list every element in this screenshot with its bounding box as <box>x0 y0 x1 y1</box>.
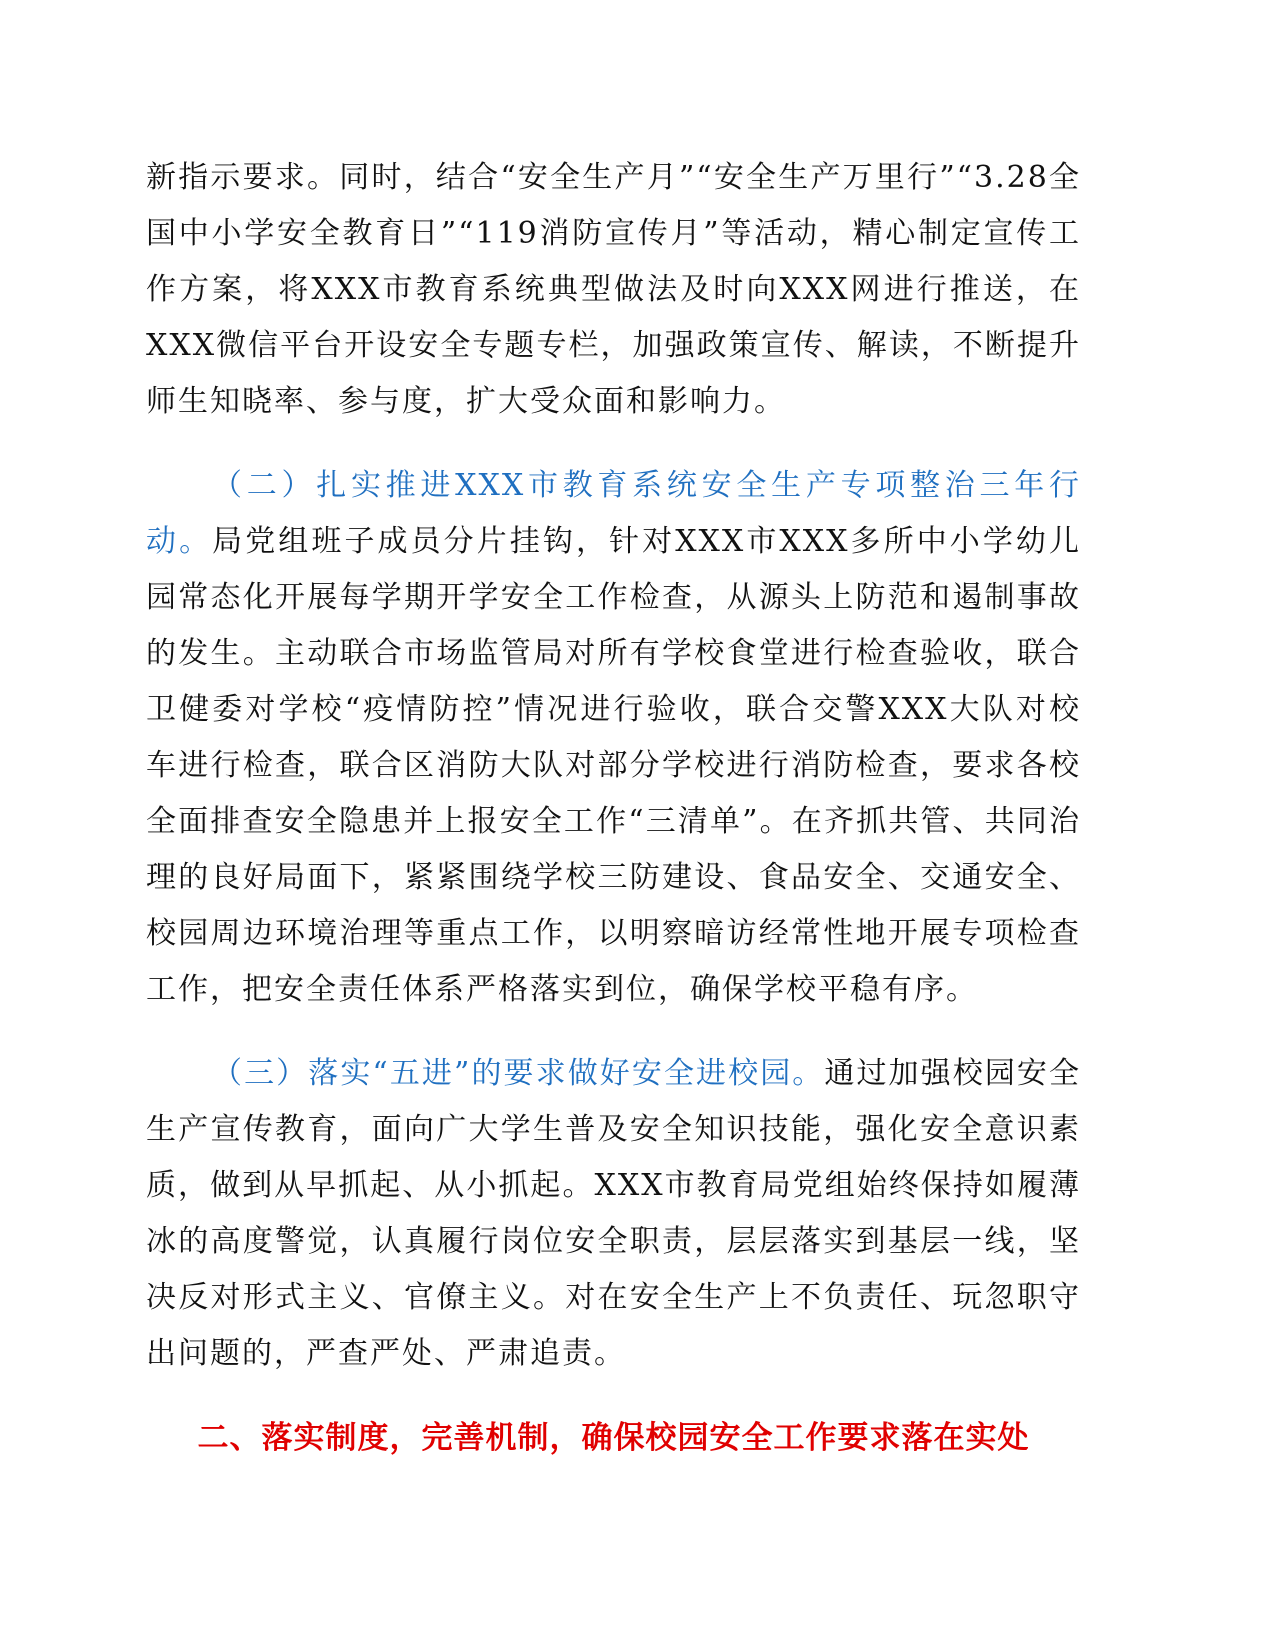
paragraph-special-rectification-text: 局党组班子成员分片挂钩，针对XXX市XXX多所中小学幼儿园常态化开展每学期开学安全工作检查，从源头上防范和遏制事故的发生。主动联合市场监管局对所有学校食堂进行检查验收，联合卫健委对学校“疫情防控”情况进行验收，联合交警XXX大队对校车进行检查，联合区消防大队对部分学校进行消防检查，要求各校全面排查安全隐患并上报安全工作“三清单”。在齐抓共管、共同治理的良好局面下，紧紧围绕学校三防建设、食品安全、交通安全、校园周边环境治理等重点工作，以明察暗访经常性地开展专项检查工作，把安全责任体系严格落实到位，确保学校平稳有序。 <box>146 524 1081 1007</box>
paragraph-gap <box>146 1382 1081 1410</box>
paragraph-special-rectification <box>146 458 1081 1018</box>
section-heading-two: 二、落实制度，完善机制，确保校园安全工作要求落在实处 <box>197 1420 1030 1456</box>
paragraph-gap <box>146 1018 1081 1046</box>
paragraph-five-entries-text: 通过加强校园安全生产宣传教育，面向广大学生普及安全知识技能，强化安全意识素质，做到从早抓起、从小抓起。XXX市教育局党组始终保持如履薄冰的高度警觉，认真履行岗位安全职责，层层落实到基层一线，坚决反对形式主义、官僚主义。对在安全生产上不负责任、玩忽职守出问题的，严查严处、严肃追责。 <box>146 1056 1081 1371</box>
document-body <box>146 150 1081 1466</box>
paragraph-five-entries <box>146 1046 1081 1382</box>
paragraph-gap <box>146 430 1081 458</box>
paragraph-publicity-text: 新指示要求。同时，结合“安全生产月”“安全生产万里行”“3.28全国中小学安全教育日”“119消防宣传月”等活动，精心制定宣传工作方案，将XXX市教育系统典型做法及时向XXX网进行推送，在XXX微信平台开设安全专题专栏，加强政策宣传、解读，不断提升师生知晓率、参与度，扩大受众面和影响力。 <box>146 160 1081 419</box>
subheading-three: （三）落实“五进”的要求做好安全进校园。 <box>212 1056 825 1091</box>
paragraph-publicity <box>146 150 1081 430</box>
subheading-two: （二）扎实推进XXX市教育系统安全生产专项整治三年行动。 <box>146 468 1081 559</box>
